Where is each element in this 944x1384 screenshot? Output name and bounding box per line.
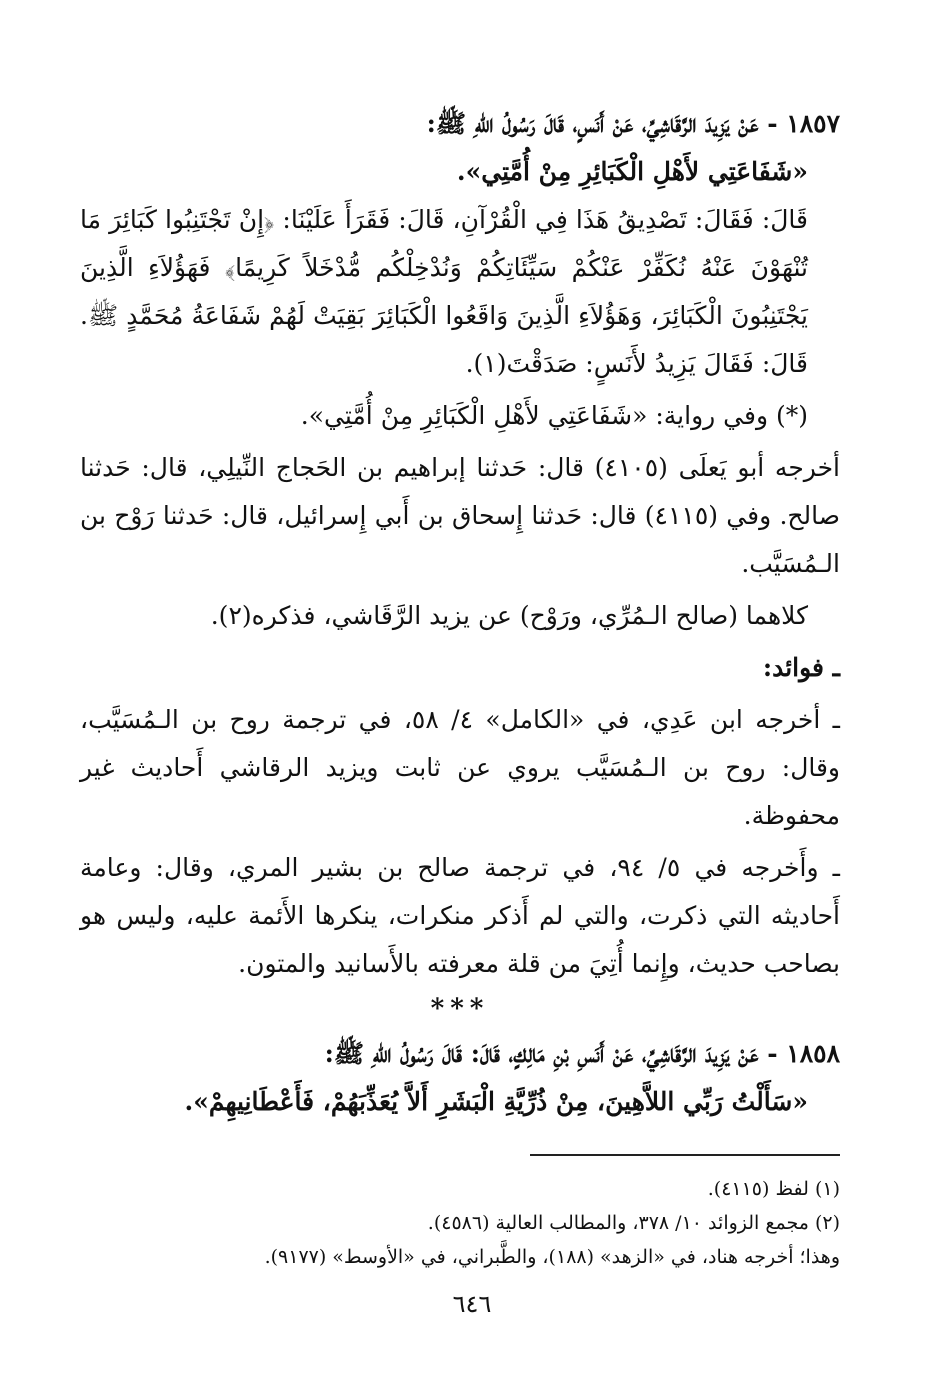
footnote-divider (530, 1154, 840, 1156)
hadith-1858-text: «سَأَلْتُ رَبِّي اللاَّهِينَ، مِنْ ذُرِّيَّةِ الْبَشَرِ أَلاَّ يُعَذِّبَهُمْ، فَأَعْطَانِيهِمْ». (184, 1087, 808, 1116)
page-body (80, 100, 840, 1274)
takhrij-paragraph: أخرجه أبو يَعلَى (٤١٠٥) قال: حَدثنا إبراهيم بن الحَجاج النِّيلِي، قال: حَدثنا صالح. وفي (٤١١٥) قال: حَدثنا إِسحاق بن أَبي إِسرائيل، قال: حَدثنا رَوْح بن الـمُسَيَّب. (80, 453, 840, 578)
hadith-1858-header: ١٨٥٨ - عَنْ يَزِيدَ الرَّقَاشِيِّ، عَنْ أَنَسِ بْنِ مَالِكٍ، قَالَ: قَالَ رَسُولُ اللهِ ﷺ: (324, 1039, 840, 1068)
fawaid-heading: ـ فوائد: (762, 653, 840, 682)
both-narrators-paragraph: كلاهما (صالح الـمُرِّي، ورَوْح) عن يزيد الرَّقَاشي، فذكره(٢). (210, 601, 808, 630)
fawaid-item-1: ـ أخرجه ابن عَدِي، في «الكامل» ٤/ ٥٨، في ترجمة روح بن الـمُسَيَّب، وقال: روح بن الـمُسَيَّب يروي عن ثابت ويزيد الرقاشي أَحاديث غير محفوظة. (80, 705, 841, 830)
footnote-1: (١) لفظ (٤١١٥). (707, 1178, 840, 1200)
section-separator-stars: *** (430, 994, 490, 1024)
hadith-1857-header: ١٨٥٧ - عَنْ يَزِيدَ الرَّقَاشِيِّ، عَنْ أَنَسٍ، قَالَ رَسُولُ اللهِ ﷺ: (426, 109, 840, 138)
footnote-2-continuation: وهذا؛ أخرجه هناد، في «الزهد» (١٨٨)، والطَّبراني، في «الأوسط» (٩١٧٧). (264, 1246, 840, 1268)
fawaid-item-2: ـ وأَخرجه في ٥/ ٩٤، في ترجمة صالح بن بشير المري، وقال: وعامة أَحاديثه التي ذكرت، والتي لم أَذكر منكرات، ينكرها الأَئمة عليه، وليس هو بصاحب حديث، وإِنما أُتِيَ من قلة معرفته بالأَسانيد والمتون. (80, 853, 840, 978)
hadith-1857-variant: (*) وفي رواية: «شَفَاعَتِي لأَهْلِ الْكَبَائِرِ مِنْ أُمَّتِي». (300, 401, 808, 430)
page-number: ٦٤٦ (452, 1290, 492, 1318)
hadith-1857-commentary: قَالَ: فَقَالَ: تَصْدِيقُ هَذَا فِي الْقُرْآنِ، قَالَ: فَقَرَأَ عَلَيْنَا: ﴿إِنْ تَجْتَنِبُوا كَبَائِرَ مَا تُنْهَوْنَ عَنْهُ نُكَفِّرْ عَنْكُمْ سَيِّئَاتِكُمْ وَنُدْخِلْكُم مُّدْخَلاً كَرِيمًا﴾ فَهَؤُلاَءِ الَّذِينَ يَجْتَنِبُونَ الْكَبَائِرَ، وَهَؤُلاَءِ الَّذِينَ وَاقَعُوا الْكَبَائِرَ بَقِيَتْ لَهُمْ شَفَاعَةُ مُحَمَّدٍ ﷺ. قَالَ: فَقَالَ يَزِيدُ لأَنَسٍ: صَدَقْتَ(١). (80, 205, 808, 378)
footnote-2: (٢) مجمع الزوائد ١٠/ ٣٧٨، والمطالب العالية (٤٥٨٦). (427, 1212, 840, 1234)
hadith-1857-text: «شَفَاعَتِي لأَهْلِ الْكَبَائِرِ مِنْ أُمَّتِي». (456, 157, 808, 186)
